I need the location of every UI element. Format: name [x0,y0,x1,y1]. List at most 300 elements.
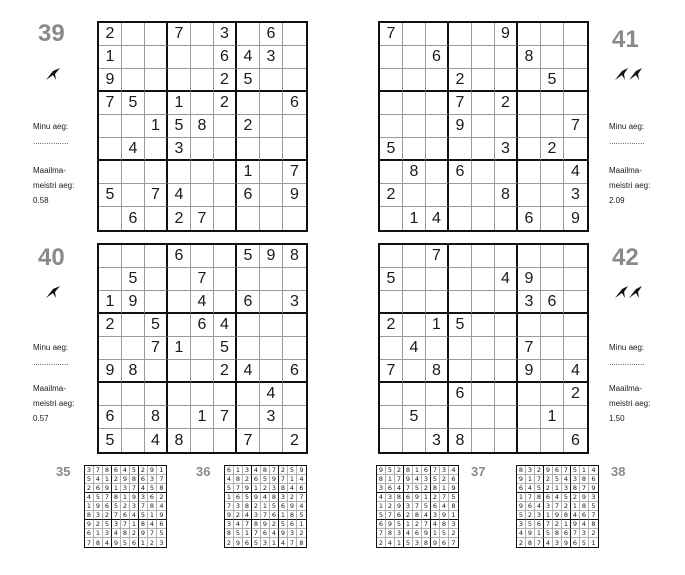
empty-cell[interactable] [564,69,587,92]
empty-cell[interactable] [214,268,237,291]
empty-cell[interactable] [426,184,449,207]
empty-cell[interactable] [283,46,306,69]
given-cell: 8 [243,502,252,511]
empty-cell[interactable] [122,161,145,184]
empty-cell[interactable] [541,46,564,69]
given-cell: 2 [214,360,237,383]
given-cell: 1 [237,161,260,184]
empty-cell[interactable] [191,184,214,207]
empty-cell[interactable] [426,92,449,115]
empty-cell[interactable] [380,46,403,69]
given-cell: 9 [234,538,243,547]
empty-cell[interactable] [191,69,214,92]
given-cell: 3 [279,493,288,502]
empty-cell[interactable] [541,268,564,291]
empty-cell[interactable] [283,138,306,161]
empty-cell[interactable] [564,406,587,429]
given-cell: 2 [130,529,139,538]
empty-cell[interactable] [99,337,122,360]
empty-cell[interactable] [214,291,237,314]
given-cell: 3 [386,493,395,502]
empty-cell[interactable] [426,291,449,314]
empty-cell[interactable] [403,291,426,314]
empty-cell[interactable] [145,207,168,230]
empty-cell[interactable] [564,138,587,161]
empty-cell[interactable] [564,46,587,69]
empty-cell[interactable] [403,115,426,138]
given-cell: 5 [517,511,526,520]
empty-cell[interactable] [472,69,495,92]
empty-cell[interactable] [426,406,449,429]
empty-cell[interactable] [380,429,403,452]
given-cell: 8 [288,511,297,520]
given-cell: 2 [121,502,130,511]
empty-cell[interactable] [495,161,518,184]
empty-cell[interactable] [564,92,587,115]
empty-cell[interactable] [191,360,214,383]
empty-cell[interactable] [564,268,587,291]
empty-cell[interactable] [237,406,260,429]
empty-cell[interactable] [403,429,426,452]
given-cell: 2 [112,475,121,484]
empty-cell[interactable] [472,92,495,115]
empty-cell[interactable] [495,207,518,230]
given-cell: 9 [571,520,580,529]
empty-cell[interactable] [99,138,122,161]
empty-cell[interactable] [472,360,495,383]
empty-cell[interactable] [495,314,518,337]
empty-cell[interactable] [472,337,495,360]
empty-cell[interactable] [403,383,426,406]
empty-cell[interactable] [449,23,472,46]
given-cell: 7 [426,245,449,268]
empty-cell[interactable] [145,161,168,184]
empty-cell[interactable] [260,429,283,452]
given-cell: 1 [535,529,544,538]
empty-cell[interactable] [191,429,214,452]
empty-cell[interactable] [122,429,145,452]
empty-cell[interactable] [214,207,237,230]
empty-cell[interactable] [260,69,283,92]
empty-cell[interactable] [380,115,403,138]
given-cell: 6 [440,538,449,547]
empty-cell[interactable] [260,360,283,383]
record-section [33,381,93,426]
given-cell: 1 [404,520,413,529]
empty-cell[interactable] [495,291,518,314]
given-cell: 3 [518,291,541,314]
empty-cell[interactable] [122,115,145,138]
given-cell: 7 [99,92,122,115]
empty-cell[interactable] [518,383,541,406]
empty-cell[interactable] [122,383,145,406]
empty-cell[interactable] [99,161,122,184]
empty-cell[interactable] [168,69,191,92]
given-cell: 6 [283,92,306,115]
empty-cell[interactable] [145,291,168,314]
given-cell: 7 [252,529,261,538]
empty-cell[interactable] [472,115,495,138]
empty-cell[interactable] [237,337,260,360]
empty-cell[interactable] [472,46,495,69]
empty-cell[interactable] [403,314,426,337]
given-cell: 7 [535,538,544,547]
given-cell: 2 [157,493,166,502]
empty-cell[interactable] [99,115,122,138]
empty-cell[interactable] [145,138,168,161]
empty-cell[interactable] [541,383,564,406]
empty-cell[interactable] [99,245,122,268]
record-label-1: Maailma- [33,384,66,393]
empty-cell[interactable] [426,383,449,406]
empty-cell[interactable] [380,207,403,230]
given-cell: 5 [225,484,234,493]
empty-cell[interactable] [449,245,472,268]
empty-cell[interactable] [495,360,518,383]
empty-cell[interactable] [426,138,449,161]
time-label: Minu aeg: [33,343,69,352]
empty-cell[interactable] [283,406,306,429]
given-cell: 9 [422,529,431,538]
given-cell: 5 [553,475,562,484]
empty-cell[interactable] [518,429,541,452]
given-cell: 4 [422,511,431,520]
given-cell: 9 [243,484,252,493]
given-cell: 4 [234,520,243,529]
empty-cell[interactable] [283,115,306,138]
empty-cell[interactable] [472,383,495,406]
empty-cell[interactable] [168,383,191,406]
empty-cell[interactable] [260,337,283,360]
empty-cell[interactable] [145,69,168,92]
empty-cell[interactable] [403,268,426,291]
given-cell: 9 [580,493,589,502]
given-cell: 8 [225,529,234,538]
empty-cell[interactable] [283,337,306,360]
given-cell: 3 [270,484,279,493]
empty-cell[interactable] [260,115,283,138]
empty-cell[interactable] [237,383,260,406]
empty-cell[interactable] [99,207,122,230]
empty-cell[interactable] [541,184,564,207]
given-cell: 3 [422,475,431,484]
given-cell: 5 [270,502,279,511]
given-cell: 2 [395,466,404,475]
empty-cell[interactable] [426,161,449,184]
given-cell: 4 [279,538,288,547]
empty-cell[interactable] [237,138,260,161]
empty-cell[interactable] [191,245,214,268]
given-cell: 3 [288,529,297,538]
empty-cell[interactable] [283,268,306,291]
empty-cell[interactable] [168,46,191,69]
empty-cell[interactable] [145,23,168,46]
empty-cell[interactable] [260,314,283,337]
empty-cell[interactable] [260,161,283,184]
empty-cell[interactable] [518,161,541,184]
given-cell: 1 [449,511,458,520]
sudoku-grid[interactable] [378,21,589,232]
empty-cell[interactable] [564,314,587,337]
empty-cell[interactable] [495,337,518,360]
given-cell: 6 [413,529,422,538]
empty-cell[interactable] [260,92,283,115]
empty-cell[interactable] [214,429,237,452]
time-blank: ................ [33,137,69,146]
empty-cell[interactable] [214,161,237,184]
empty-cell[interactable] [403,138,426,161]
given-cell: 1 [562,520,571,529]
empty-cell[interactable] [145,245,168,268]
empty-cell[interactable] [449,337,472,360]
given-cell: 4 [404,529,413,538]
empty-cell[interactable] [145,46,168,69]
empty-cell[interactable] [472,268,495,291]
empty-cell[interactable] [472,161,495,184]
empty-cell[interactable] [564,23,587,46]
given-cell: 7 [191,268,214,291]
given-cell: 4 [403,337,426,360]
empty-cell[interactable] [403,92,426,115]
empty-cell[interactable] [145,383,168,406]
empty-cell[interactable] [122,245,145,268]
given-cell: 7 [270,466,279,475]
empty-cell[interactable] [168,291,191,314]
empty-cell[interactable] [99,268,122,291]
empty-cell[interactable] [168,360,191,383]
empty-cell[interactable] [237,314,260,337]
empty-cell[interactable] [191,337,214,360]
empty-cell[interactable] [495,406,518,429]
empty-cell[interactable] [403,360,426,383]
given-cell: 3 [243,466,252,475]
given-cell: 5 [139,511,148,520]
empty-cell[interactable] [191,383,214,406]
empty-cell[interactable] [237,23,260,46]
given-cell: 4 [214,314,237,337]
given-cell: 9 [297,466,306,475]
empty-cell[interactable] [472,429,495,452]
empty-cell[interactable] [518,184,541,207]
empty-cell[interactable] [449,138,472,161]
empty-cell[interactable] [541,337,564,360]
record-time: 2.09 [609,196,625,205]
sudoku-grid[interactable] [97,243,308,454]
empty-cell[interactable] [518,406,541,429]
given-cell: 5 [589,502,598,511]
empty-cell[interactable] [380,161,403,184]
empty-cell[interactable] [122,337,145,360]
sudoku-grid[interactable] [97,21,308,232]
two-birds-icon [614,66,644,82]
empty-cell[interactable] [495,69,518,92]
empty-cell[interactable] [145,360,168,383]
empty-cell[interactable] [380,406,403,429]
empty-cell[interactable] [541,23,564,46]
empty-cell[interactable] [237,92,260,115]
empty-cell[interactable] [214,138,237,161]
empty-cell[interactable] [426,69,449,92]
empty-cell[interactable] [541,207,564,230]
empty-cell[interactable] [472,245,495,268]
empty-cell[interactable] [518,314,541,337]
empty-cell[interactable] [260,184,283,207]
empty-cell[interactable] [214,245,237,268]
empty-cell[interactable] [472,184,495,207]
given-cell: 8 [377,475,386,484]
given-cell: 7 [449,92,472,115]
empty-cell[interactable] [122,406,145,429]
empty-cell[interactable] [145,268,168,291]
empty-cell[interactable] [122,46,145,69]
given-cell: 5 [449,314,472,337]
empty-cell[interactable] [426,337,449,360]
empty-cell[interactable] [541,245,564,268]
empty-cell[interactable] [214,383,237,406]
empty-cell[interactable] [449,207,472,230]
empty-cell[interactable] [426,268,449,291]
given-cell: 1 [234,466,243,475]
empty-cell[interactable] [472,314,495,337]
empty-cell[interactable] [541,161,564,184]
empty-cell[interactable] [122,314,145,337]
empty-cell[interactable] [449,46,472,69]
empty-cell[interactable] [564,245,587,268]
empty-cell[interactable] [541,92,564,115]
empty-cell[interactable] [191,138,214,161]
empty-cell[interactable] [403,23,426,46]
empty-cell[interactable] [495,245,518,268]
empty-cell[interactable] [449,184,472,207]
empty-cell[interactable] [403,46,426,69]
given-cell: 4 [270,529,279,538]
empty-cell[interactable] [191,161,214,184]
empty-cell[interactable] [495,383,518,406]
empty-cell[interactable] [168,314,191,337]
given-cell: 1 [297,520,306,529]
given-cell: 4 [145,429,168,452]
empty-cell[interactable] [380,92,403,115]
empty-cell[interactable] [495,429,518,452]
empty-cell[interactable] [541,429,564,452]
empty-cell[interactable] [380,291,403,314]
empty-cell[interactable] [472,207,495,230]
empty-cell[interactable] [449,291,472,314]
empty-cell[interactable] [495,115,518,138]
empty-cell[interactable] [260,291,283,314]
empty-cell[interactable] [541,115,564,138]
empty-cell[interactable] [168,161,191,184]
sudoku-grid[interactable] [378,243,589,454]
given-cell: 8 [168,429,191,452]
given-cell: 2 [449,69,472,92]
empty-cell[interactable] [283,314,306,337]
given-cell: 3 [562,484,571,493]
given-cell: 3 [234,502,243,511]
empty-cell[interactable] [564,291,587,314]
empty-cell[interactable] [449,406,472,429]
given-cell: 2 [214,69,237,92]
empty-cell[interactable] [122,184,145,207]
empty-cell[interactable] [518,69,541,92]
empty-cell[interactable] [564,337,587,360]
given-cell: 9 [85,520,94,529]
given-cell: 6 [252,475,261,484]
empty-cell[interactable] [472,406,495,429]
empty-cell[interactable] [214,115,237,138]
empty-cell[interactable] [472,23,495,46]
empty-cell[interactable] [426,115,449,138]
given-cell: 7 [380,23,403,46]
given-cell: 5 [541,69,564,92]
empty-cell[interactable] [283,207,306,230]
given-cell: 3 [85,466,94,475]
empty-cell[interactable] [122,23,145,46]
given-cell: 2 [413,520,422,529]
empty-cell[interactable] [191,46,214,69]
empty-cell[interactable] [518,92,541,115]
empty-cell[interactable] [260,207,283,230]
empty-cell[interactable] [541,360,564,383]
empty-cell[interactable] [380,337,403,360]
empty-cell[interactable] [518,138,541,161]
empty-cell[interactable] [403,69,426,92]
empty-cell[interactable] [449,360,472,383]
given-cell: 8 [449,429,472,452]
empty-cell[interactable] [145,92,168,115]
given-cell: 6 [279,502,288,511]
empty-cell[interactable] [403,245,426,268]
empty-cell[interactable] [472,291,495,314]
empty-cell[interactable] [237,268,260,291]
given-cell: 4 [580,520,589,529]
empty-cell[interactable] [380,383,403,406]
empty-cell[interactable] [99,383,122,406]
empty-cell[interactable] [518,23,541,46]
empty-cell[interactable] [260,268,283,291]
empty-cell[interactable] [403,184,426,207]
given-cell: 4 [260,383,283,406]
empty-cell[interactable] [449,268,472,291]
record-label-1: Maailma- [609,166,642,175]
empty-cell[interactable] [426,23,449,46]
empty-cell[interactable] [283,23,306,46]
given-cell: 9 [121,475,130,484]
empty-cell[interactable] [380,245,403,268]
empty-cell[interactable] [168,406,191,429]
empty-cell[interactable] [191,92,214,115]
given-cell: 2 [553,520,562,529]
empty-cell[interactable] [518,245,541,268]
empty-cell[interactable] [495,46,518,69]
empty-cell[interactable] [122,69,145,92]
given-cell: 2 [422,484,431,493]
empty-cell[interactable] [168,268,191,291]
empty-cell[interactable] [260,138,283,161]
empty-cell[interactable] [472,138,495,161]
empty-cell[interactable] [214,184,237,207]
empty-cell[interactable] [518,115,541,138]
empty-cell[interactable] [541,314,564,337]
empty-cell[interactable] [283,383,306,406]
empty-cell[interactable] [237,207,260,230]
empty-cell[interactable] [191,23,214,46]
given-cell: 1 [168,337,191,360]
given-cell: 1 [270,538,279,547]
empty-cell[interactable] [380,69,403,92]
empty-cell[interactable] [283,69,306,92]
given-cell: 6 [130,538,139,547]
